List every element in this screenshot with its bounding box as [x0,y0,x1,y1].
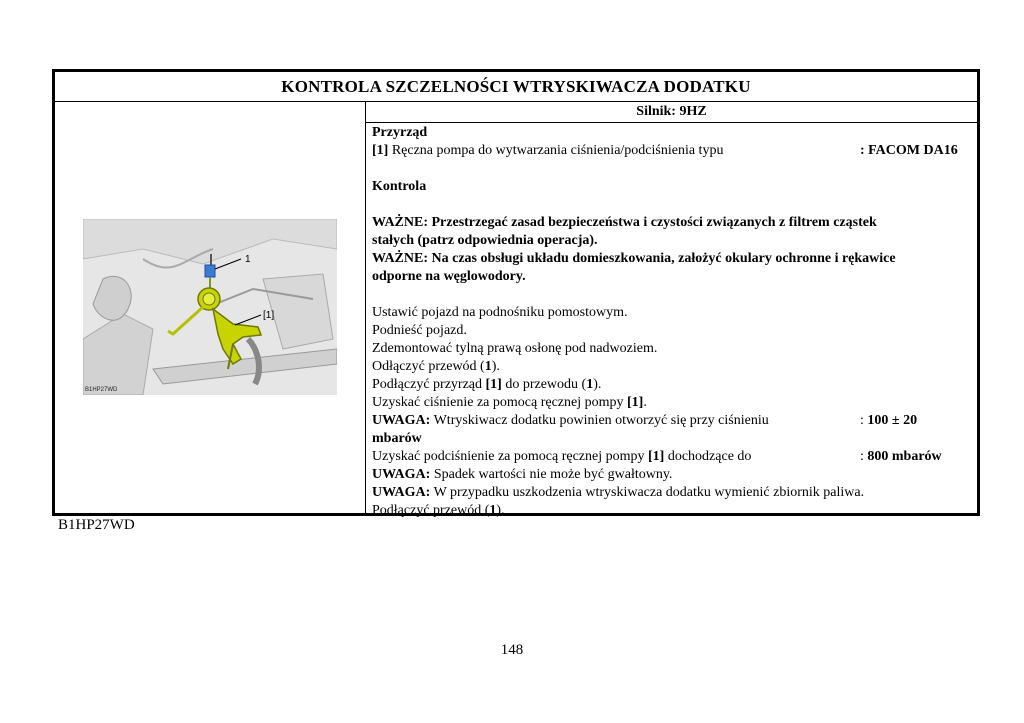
step-7-tool-ref: [1] [648,449,665,464]
tool-value-text: : FACOM DA16 [860,143,958,158]
tool-ref: [1] [372,143,389,158]
note-3-label: UWAGA: [372,485,431,500]
engine-label: Silnik: 9HZ [366,102,977,123]
warning-1-line-2: stałych (patrz odpowiednia operacja). [372,233,598,248]
callout-tool-label: [1] [263,310,275,321]
note-1-label: UWAGA: [372,413,431,428]
step-1: Ustawić pojazd na podnośniku pomostowym. [372,305,628,320]
page-title: KONTROLA SZCZELNOŚCI WTRYSKIWACZA DODATKU [55,72,977,102]
note-1-value: 100 ± 20 [867,413,918,428]
step-7-colon: : [860,449,868,464]
step-7-value-wrap [860,448,942,466]
note-1-unit: mbarów [372,431,422,446]
note-3-text: W przypadku uszkodzenia wtryskiwacza dodatku wymienić zbiornik paliwa. [430,485,865,500]
step-7-value: 800 mbarów [867,449,942,464]
step-8-text: Podłączyć przewód ( [372,503,490,518]
step-4-ref: 1 [484,359,492,374]
step-7 [372,448,971,466]
step-8-ref: 1 [489,503,497,518]
step-8-end: ). [496,503,505,518]
step-4-end: ). [491,359,500,374]
component-illustration [83,219,337,395]
step-5-text: Podłączyć przyrząd [372,377,486,392]
step-8 [372,502,971,520]
page-number: 148 [500,642,524,658]
step-4 [372,358,971,376]
warning-1-line-1: WAŻNE: Przestrzegać zasad bezpieczeństwa i czystości związanych z filtrem cząstek [372,215,877,230]
note-1-text: Wtryskiwacz dodatku powinien otworzyć się przy ciśnieniu [430,413,769,428]
note-2-label: UWAGA: [372,467,431,482]
illustration-drawing [83,219,337,395]
tool-value [860,142,958,160]
step-6 [372,394,971,412]
tool-heading: Przyrząd [372,125,428,140]
note-3 [372,484,971,502]
step-3: Zdemontować tylną prawą osłonę pod nadwoziem. [372,341,658,356]
check-heading: Kontrola [372,179,427,194]
note-1 [372,412,971,430]
warning-2-line-1: WAŻNE: Na czas obsługi układu domieszkowania, założyć okulary ochronne i rękawice [372,251,896,266]
step-5-end: ). [593,377,602,392]
step-6-text: Uzyskać ciśnienie za pomocą ręcznej pompy [372,395,628,410]
step-5-ref: 1 [586,377,594,392]
step-5 [372,376,971,394]
tool-line [372,142,971,160]
tool-description: Ręczna pompa do wytwarzania ciśnienia/podciśnienia typu [391,143,724,158]
warning-2-line-2: odporne na węglowodory. [372,269,526,284]
step-2: Podnieść pojazd. [372,323,467,338]
callout-1-label: 1 [245,254,251,265]
step-7-end: dochodzące do [664,449,752,464]
step-7-text: Uzyskać podciśnienie za pomocą ręcznej pompy [372,449,649,464]
instructions-cell [366,102,977,518]
figure-cell [55,102,366,513]
step-5-tool-ref: [1] [485,377,502,392]
procedure-table [52,69,980,516]
step-6-tool-ref: [1] [627,395,644,410]
step-4-text: Odłączyć przewód ( [372,359,485,374]
note-1-value-wrap [860,412,917,430]
step-6-end: . [643,395,647,410]
note-2 [372,466,971,484]
step-5-mid: do przewodu ( [501,377,587,392]
note-2-text: Spadek wartości nie może być gwałtowny. [430,467,673,482]
instructions-content [366,123,977,520]
note-1-colon: : [860,413,868,428]
figure-caption: B1HP27WD [58,517,135,533]
figure-code: B1HP27WD [85,387,118,393]
